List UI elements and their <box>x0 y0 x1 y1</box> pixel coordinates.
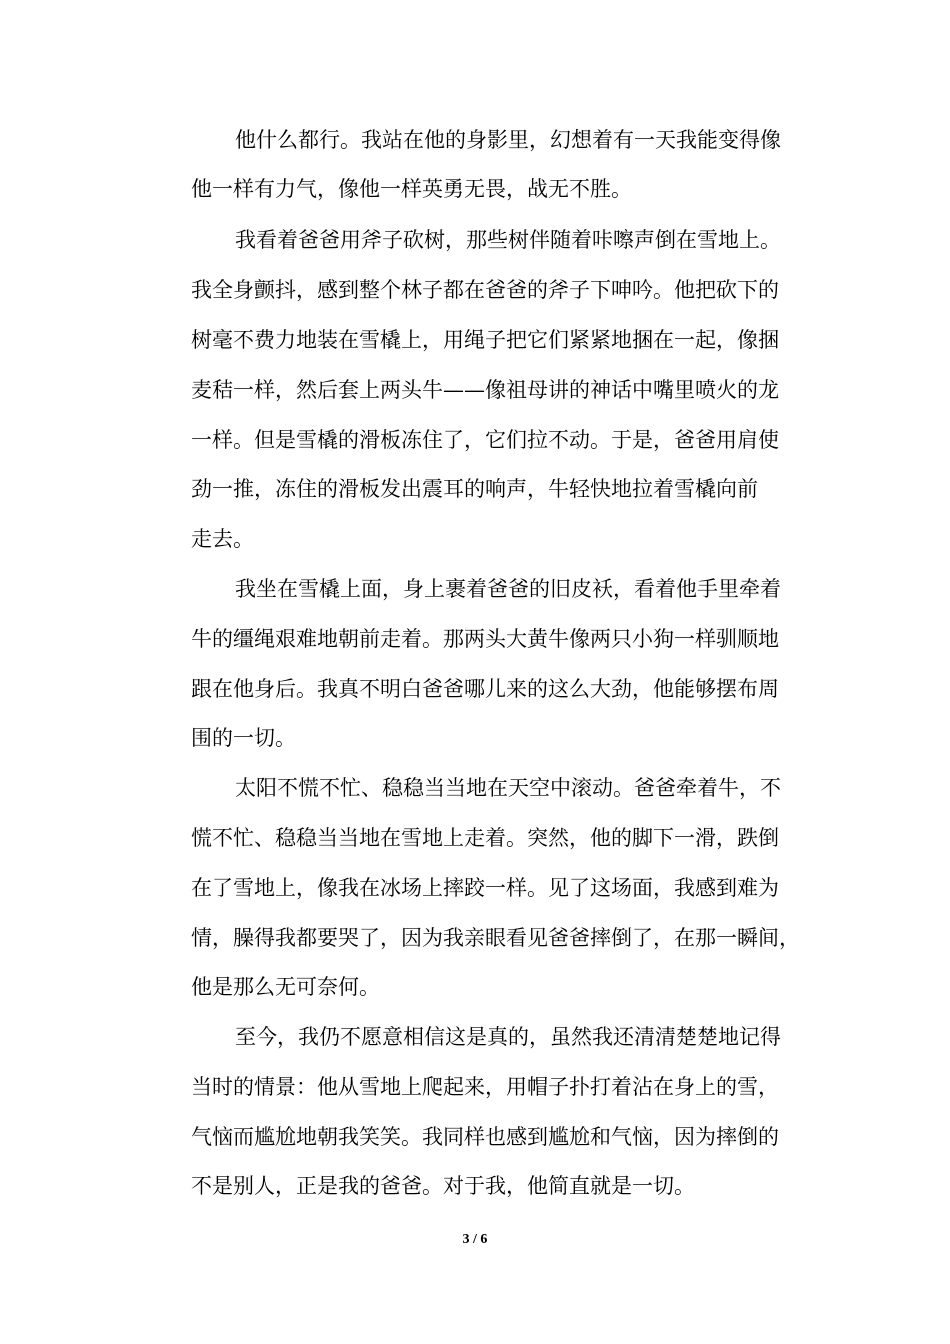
paragraph-line: 不是别人，正是我的爸爸。对于我，他简直就是一切。 <box>191 1174 695 1198</box>
paragraph-line: 在了雪地上，像我在冰场上摔跤一样。见了这场面，我感到难为 <box>191 876 779 900</box>
paragraph-line: 他一样有力气，像他一样英勇无畏，战无不胜。 <box>191 177 632 201</box>
paragraph-line: 太阳不慌不忙、稳稳当当地在天空中滚动。爸爸牵着牛，不 <box>235 776 781 800</box>
paragraph-line: 当时的情景：他从雪地上爬起来，用帽子扑打着沾在身上的雪， <box>191 1075 779 1099</box>
paragraph-line: 围的一切。 <box>191 726 296 750</box>
paragraph-line: 一样。但是雪橇的滑板冻住了，它们拉不动。于是，爸爸用肩使 <box>191 428 779 452</box>
paragraph-line: 至今，我仍不愿意相信这是真的，虽然我还清清楚楚地记得 <box>235 1025 781 1049</box>
paragraph-line: 他是那么无可奈何。 <box>191 975 380 999</box>
page-number: 3 / 6 <box>462 1232 488 1247</box>
paragraph-line: 他什么都行。我站在他的身影里，幻想着有一天我能变得像 <box>235 128 781 152</box>
paragraph-line: 麦秸一样，然后套上两头牛——像祖母讲的神话中嘴里喷火的龙 <box>191 378 779 402</box>
paragraph-line: 情，臊得我都要哭了，因为我亲眼看见爸爸摔倒了，在那一瞬间， <box>191 926 800 950</box>
paragraph-line: 气恼而尴尬地朝我笑笑。我同样也感到尴尬和气恼，因为摔倒的 <box>191 1125 779 1149</box>
paragraph-line: 我坐在雪橇上面，身上裹着爸爸的旧皮袄，看着他手里牵着 <box>235 577 781 601</box>
paragraph-line: 跟在他身后。我真不明白爸爸哪儿来的这么大劲，他能够摆布周 <box>191 677 779 701</box>
paragraph-line: 劲一推，冻住的滑板发出震耳的响声，牛轻快地拉着雪橇向前 <box>191 477 758 501</box>
paragraph-line: 树毫不费力地装在雪橇上，用绳子把它们紧紧地捆在一起，像捆 <box>191 328 779 352</box>
paragraph-line: 牛的缰绳艰难地朝前走着。那两头大黄牛像两只小狗一样驯顺地 <box>191 627 779 651</box>
paragraph-line: 走去。 <box>191 527 254 551</box>
paragraph-line: 我看着爸爸用斧子砍树，那些树伴随着咔嚓声倒在雪地上。 <box>235 228 781 252</box>
paragraph-line: 我全身颤抖，感到整个林子都在爸爸的斧子下呻吟。他把砍下的 <box>191 278 779 302</box>
paragraph-line: 慌不忙、稳稳当当地在雪地上走着。突然，他的脚下一滑，跌倒 <box>191 826 779 850</box>
